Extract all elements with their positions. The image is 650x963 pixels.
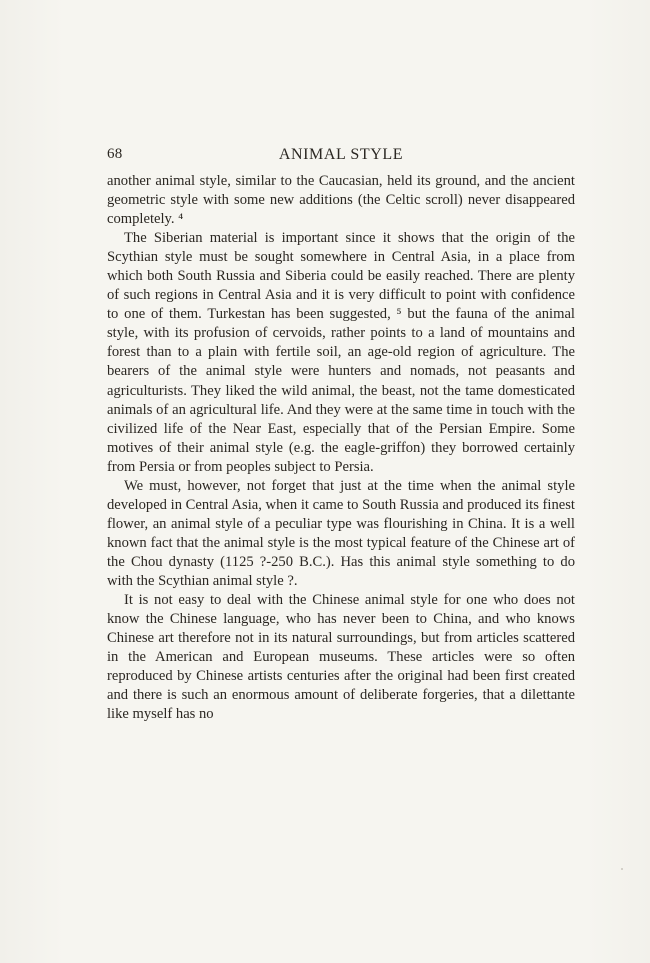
paragraph-chinese-animal-style: We must, however, not forget that just at the time when the animal style developed in Central Asia, when it came to South Russia and produced its finest flower, an animal style of a peculiar type was flourishing in China. It is a well known fact that the animal style is the most typical feature of the Chinese art of the Chou dynasty (1125 ?-250 B.C.). Has this animal style something to do with the Scythian animal style ?. [107, 477, 575, 589]
paragraph-chinese-art-difficulty: It is not easy to deal with the Chinese animal style for one who does not know the Chinese language, who has never been to China, and who knows Chinese art therefore not in its natural surroundings, but from articles scattered in the American and European museums. These articles were so often reproduced by Chinese artists centuries after the original had been first created and there is such an enormous amount of deliberate forgeries, that a dilettante like myself has no [107, 592, 575, 723]
paragraph-continuation: another animal style, similar to the Caucasian, held its ground, and the ancient geometric style with some new additions (the Celtic scroll) never disappeared completely. ⁴ [107, 173, 575, 228]
body-text [107, 172, 575, 724]
page-header [107, 146, 575, 168]
page-speck [621, 868, 623, 870]
paragraph-siberian-material: The Siberian material is important since it shows that the origin of the Scythian style must be sought somewhere in Central Asia, in a place from which both South Russia and Siberia could be easily reached. There are plenty of such regions in Central Asia and it is very difficult to point with confidence to one of them. Turkestan has been suggested, ⁵ but the fauna of the animal style, with its profusion of cervoids, rather points to a land of mountains and forest than to a plain with fertile soil, an age-old region of agriculture. The bearers of the animal style were hunters and nomads, not peasants and agriculturists. They liked the wild animal, the beast, not the tame domesticated animals of an agricultural life. And they were at the same time in touch with the civilized life of the Near East, especially that of the Persian Empire. Some motives of their animal style (e.g. the eagle-griffon) they borrowed certainly from Persia or from peoples subject to Persia. [107, 230, 575, 475]
page-number: 68 [107, 146, 123, 162]
running-head: ANIMAL STYLE [278, 146, 404, 163]
